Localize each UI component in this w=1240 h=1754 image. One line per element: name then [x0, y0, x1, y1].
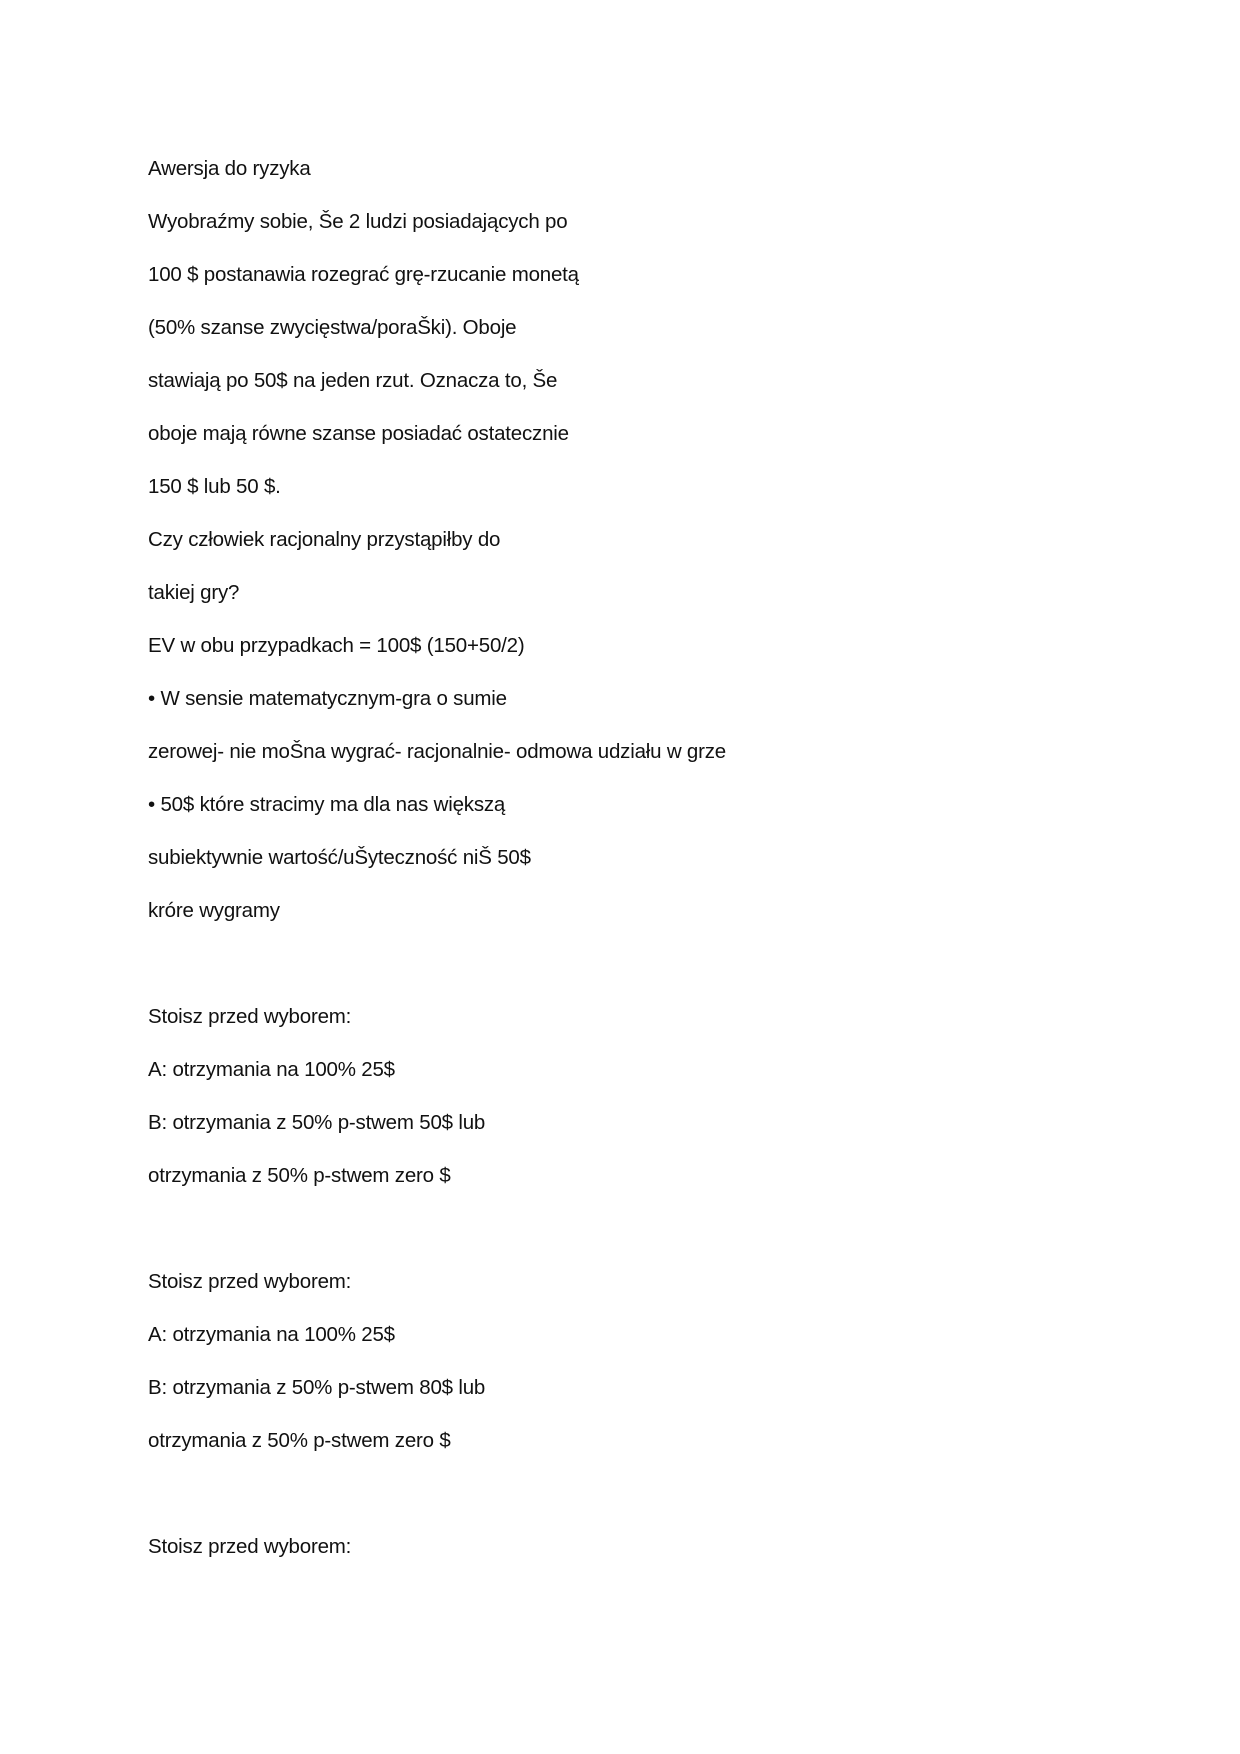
- text-line: 100 $ postanawia rozegrać grę-rzucanie monetą: [148, 263, 579, 286]
- blank-line: [148, 937, 1148, 990]
- text-line: oboje mają równe szanse posiadać ostatecznie: [148, 422, 569, 445]
- text-line: EV w obu przypadkach = 100$ (150+50/2): [148, 634, 525, 657]
- text-line: (50% szanse zwycięstwa/poraŠki). Oboje: [148, 316, 517, 339]
- blank-line: [148, 1467, 1148, 1520]
- text-line: króre wygramy: [148, 899, 280, 922]
- bullet-line: • W sensie matematycznym-gra o sumie: [148, 687, 507, 710]
- option-line: B: otrzymania z 50% p-stwem 50$ lub: [148, 1111, 486, 1134]
- option-line: A: otrzymania na 100% 25$: [148, 1058, 395, 1081]
- option-line: otrzymania z 50% p-stwem zero $: [148, 1164, 451, 1187]
- document-title: Awersja do ryzyka: [148, 157, 311, 180]
- option-line: A: otrzymania na 100% 25$: [148, 1323, 395, 1346]
- section-heading: Stoisz przed wyborem:: [148, 1535, 352, 1558]
- text-line: zerowej- nie moŠna wygrać- racjonalnie- odmowa udziału w grze: [148, 740, 727, 763]
- blank-line: [148, 1202, 1148, 1255]
- bullet-line: • 50$ które stracimy ma dla nas większą: [148, 793, 506, 816]
- section-heading: Stoisz przed wyborem:: [148, 1270, 352, 1293]
- text-line: subiektywnie wartość/uŠyteczność niŠ 50$: [148, 846, 531, 869]
- text-line: Czy człowiek racjonalny przystąpiłby do: [148, 528, 501, 551]
- document-body: [148, 142, 1148, 1573]
- text-line: Wyobraźmy sobie, Še 2 ludzi posiadających po: [148, 210, 568, 233]
- text-line: 150 $ lub 50 $.: [148, 475, 281, 498]
- option-line: otrzymania z 50% p-stwem zero $: [148, 1429, 451, 1452]
- section-heading: Stoisz przed wyborem:: [148, 1005, 352, 1028]
- option-line: B: otrzymania z 50% p-stwem 80$ lub: [148, 1376, 486, 1399]
- text-line: takiej gry?: [148, 581, 240, 604]
- text-line: stawiają po 50$ na jeden rzut. Oznacza to, Še: [148, 369, 558, 392]
